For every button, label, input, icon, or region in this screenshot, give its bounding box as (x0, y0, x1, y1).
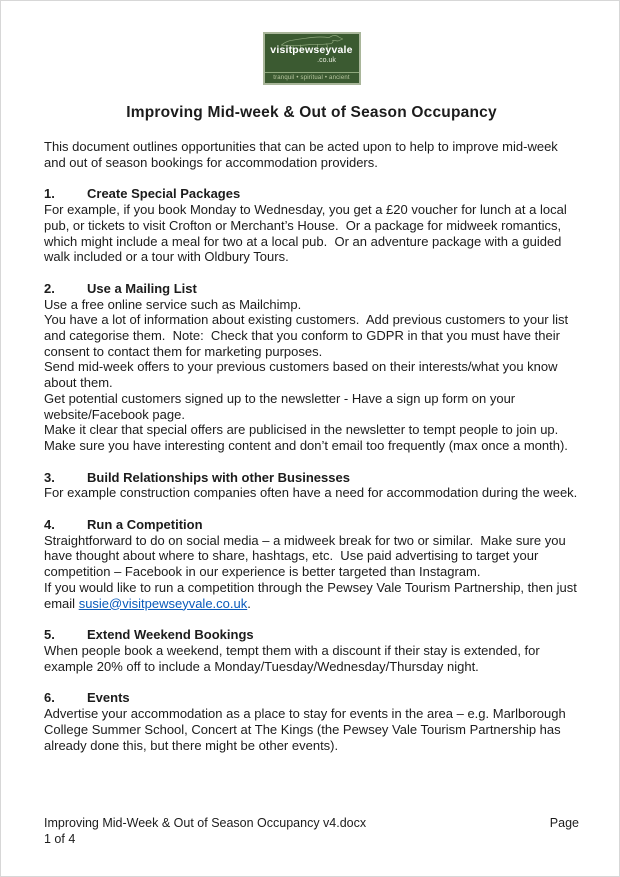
section-heading-row (44, 690, 579, 706)
paragraph: For example, if you book Monday to Wednesday, you get a £20 voucher for lunch at a local pub, or tickets to visit Crofton or Merchant’s House. Or a package for midweek romantics, which might include a meal for two at a local pub. Or an adventure package with a guided walk included or a tour with Oldbury Tours. (44, 202, 571, 265)
paragraph: Make it clear that special offers are publicised in the newsletter to tempt people to join up. (44, 422, 559, 438)
footer-line1 (44, 816, 579, 832)
footer-page-label: Page (549, 816, 579, 830)
section-heading: Build Relationships with other Businesses (87, 469, 350, 485)
section-number: 4. (44, 517, 55, 533)
section-heading-row (44, 281, 579, 297)
section-heading-row (44, 186, 579, 202)
paragraph: For example construction companies often have a need for accommodation during the week. (44, 485, 578, 501)
section-use-a-mailing-list (44, 281, 579, 454)
section-heading: Run a Competition (87, 517, 203, 533)
footer (44, 816, 579, 847)
section-extend-weekend-bookings (44, 627, 579, 674)
section-heading-row (44, 627, 579, 643)
section-number: 6. (44, 690, 55, 706)
section-heading: Create Special Packages (87, 186, 241, 202)
section-create-special-packages (44, 186, 579, 265)
paragraph: Use a free online service such as Mailchimp. (44, 296, 302, 312)
intro-paragraph: This document outlines opportunities that can be acted upon to help to improve mid-week and out of season bookings for accommodation providers. (44, 139, 562, 170)
email-link[interactable]: susie@visitpewseyvale.co.uk (78, 595, 248, 611)
section-heading: Extend Weekend Bookings (87, 627, 254, 643)
link-pre-text: If you would like to run a competition through the Pewsey Vale Tourism Partnership, then just email (44, 579, 581, 611)
logo-text: visitpewseyvale (270, 44, 353, 56)
page-title: Improving Mid-week & Out of Season Occupancy (126, 104, 497, 121)
paragraph: Advertise your accommodation as a place to stay for events in the area – e.g. Marlborough College Summer School, Concert at The Kings (the Pewsey Vale Tourism Partnership has already done this, but there might be other events). (44, 706, 570, 753)
paragraph: Make sure you have interesting content and don’t email too frequently (max once a month). (44, 437, 568, 453)
logo-domain: .co.uk (317, 56, 336, 64)
section-build-relationships (44, 470, 579, 501)
paragraph: You have a lot of information about existing customers. Add previous customers to your list and categorise them. Note: Check that you conform to GDPR in that you must have their consent to contact them for marketing purposes. (44, 312, 572, 359)
logo-tagline: tranquil • spiritual • ancient (265, 72, 359, 83)
section-events (44, 690, 579, 753)
section-number: 3. (44, 469, 55, 485)
logo (263, 32, 361, 85)
paragraph: Send mid-week offers to your previous customers based on their interests/what you know about them. (44, 359, 562, 391)
paragraph: Get potential customers signed up to the newsletter - Have a sign up form on your website/Facebook page. (44, 390, 519, 422)
section-run-a-competition (44, 517, 579, 611)
paragraph: Straightforward to do on social media – a midweek break for two or similar. Make sure you have thought about where to share, hashtags, etc. Use paid advertising to target your competition – Facebook in our experience is better targeted than Instagram. (44, 532, 570, 580)
section-number: 5. (44, 627, 55, 643)
footer-filename: Improving Mid-Week & Out of Season Occupancy v4.docx (44, 816, 367, 830)
paragraph: When people book a weekend, tempt them with a discount if their stay is extended, for example 20% off to include a Monday/Tuesday/Wednesday/Thursday night. (44, 642, 544, 674)
paragraph-with-link (44, 580, 579, 611)
section-heading: Events (87, 690, 130, 706)
link-post-text: . (247, 595, 251, 611)
section-heading-row (44, 517, 579, 533)
section-number: 1. (44, 186, 55, 202)
section-number: 2. (44, 280, 55, 296)
section-heading: Use a Mailing List (87, 280, 197, 296)
footer-page-info: 1 of 4 (44, 831, 76, 846)
section-heading-row (44, 470, 579, 486)
